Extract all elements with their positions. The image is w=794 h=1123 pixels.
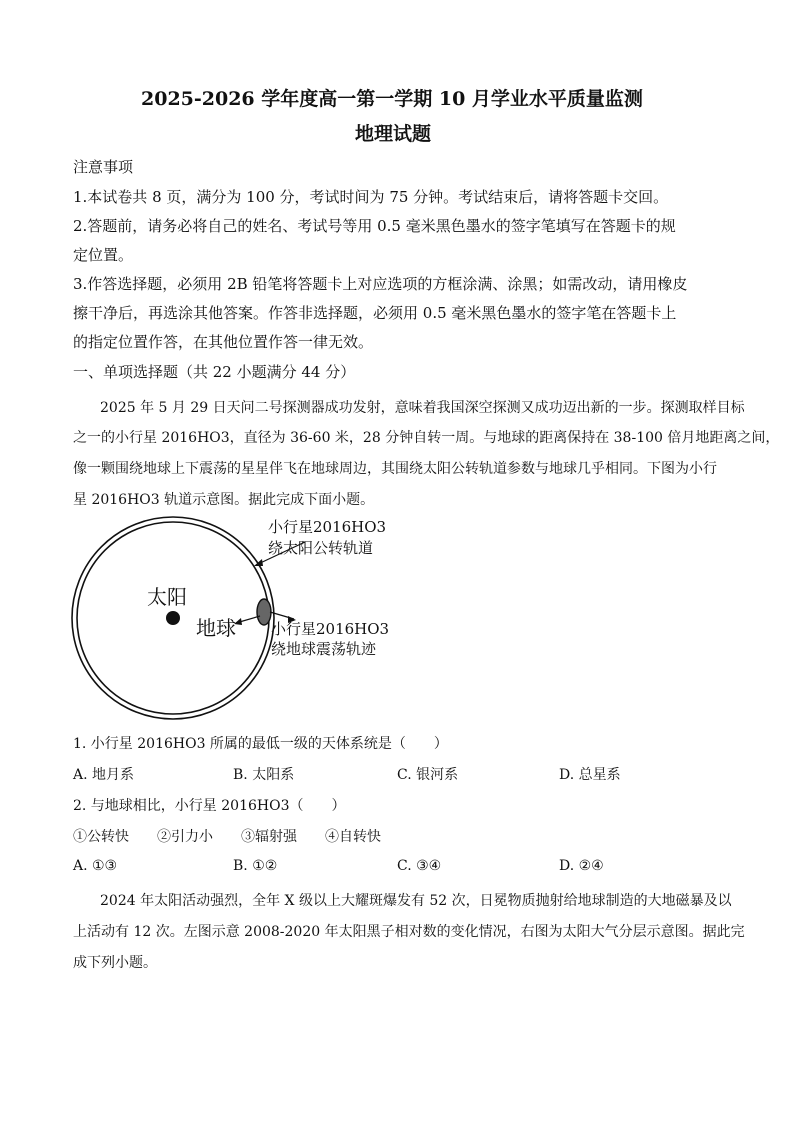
q2-item: ④自转快 xyxy=(325,829,381,845)
passage-line: 像一颗围绕地球上下震荡的星星伴飞在地球周边，其围绕太阳公转轨道参数与地球几乎相同。下图为小行 xyxy=(73,461,717,477)
section-heading: 一、单项选择题（共 22 小题满分 44 分） xyxy=(73,363,356,381)
passage-line: 之一的小行星 2016HO3，直径为 36-60 米，28 分钟自转一周。与地球的距离保持在 38-100 倍月地距离之间， xyxy=(73,430,780,446)
label-sun: 太阳 xyxy=(147,585,187,609)
orbit-diagram xyxy=(60,512,420,742)
passage2-line: 成下列小题。 xyxy=(73,955,157,971)
passage-line: 2025 年 5 月 29 日天问二号探测器成功发射，意味着我国深空探测又成功迈出新的一步。探测取样目标 xyxy=(100,400,745,416)
label-osc-1: 小行星2016HO3 xyxy=(271,620,390,638)
notice-line: 定位置。 xyxy=(73,246,134,264)
passage2-line: 上活动有 12 次。左图示意 2008-2020 年太阳黑子相对数的变化情况，右图为太阳大气分层示意图。据此完 xyxy=(73,924,745,940)
oscillation-ellipse xyxy=(257,599,271,625)
notice-line: 3.作答选择题，必须用 2B 铅笔将答题卡上对应选项的方框涂满、涂黑；如需改动，请用橡皮 xyxy=(73,275,688,293)
q1-option-a: A. 地月系 xyxy=(73,767,135,783)
notice-line: 的指定位置作答，在其他位置作答一律无效。 xyxy=(73,333,374,351)
q2-item: ①公转快 xyxy=(73,829,129,845)
q2-item: ③辐射强 xyxy=(241,829,297,845)
q1-option-c: C. 银河系 xyxy=(397,767,459,783)
q2-option-c: C. ③④ xyxy=(397,858,442,874)
notice-line: 2.答题前，请务必将自己的姓名、考试号等用 0.5 毫米黑色墨水的签字笔填写在答题卡的规 xyxy=(73,217,676,235)
label-orbit-1: 小行星2016HO3 xyxy=(268,518,387,536)
notice-line: 擦干净后，再选涂其他答案。作答非选择题，必须用 0.5 毫米黑色墨水的签字笔在答题卡上 xyxy=(73,304,677,322)
q2-stem: 2. 与地球相比，小行星 2016HO3（ ） xyxy=(73,798,346,814)
label-earth: 地球 xyxy=(196,616,236,640)
notice-line: 1.本试卷共 8 页，满分为 100 分，考试时间为 75 分钟。考试结束后，请将答题卡交回。 xyxy=(73,188,669,206)
passage-line: 星 2016HO3 轨道示意图。据此完成下面小题。 xyxy=(73,492,375,508)
page-title: 2025-2026 学年度高一第一学期 10 月学业水平质量监测 xyxy=(141,88,643,110)
label-orbit-2: 绕太阳公转轨道 xyxy=(268,539,374,557)
q2-option-a: A. ①③ xyxy=(73,858,118,874)
q1-option-b: B. 太阳系 xyxy=(233,767,295,783)
q2-option-b: B. ①② xyxy=(233,858,278,874)
q1-option-d: D. 总星系 xyxy=(559,767,621,783)
q1-stem: 1. 小行星 2016HO3 所属的最低一级的天体系统是（ ） xyxy=(73,736,448,752)
passage2-line: 2024 年太阳活动强烈，全年 X 级以上大耀斑爆发有 52 次，日冕物质抛射给地球制造的大地磁暴及以 xyxy=(100,893,732,909)
sun-dot xyxy=(166,611,180,625)
notice-heading: 注意事项 xyxy=(73,158,134,176)
q2-option-d: D. ②④ xyxy=(559,858,604,874)
label-osc-2: 绕地球震荡轨迹 xyxy=(271,640,377,658)
page-subtitle: 地理试题 xyxy=(355,123,432,145)
q2-item: ②引力小 xyxy=(157,829,213,845)
